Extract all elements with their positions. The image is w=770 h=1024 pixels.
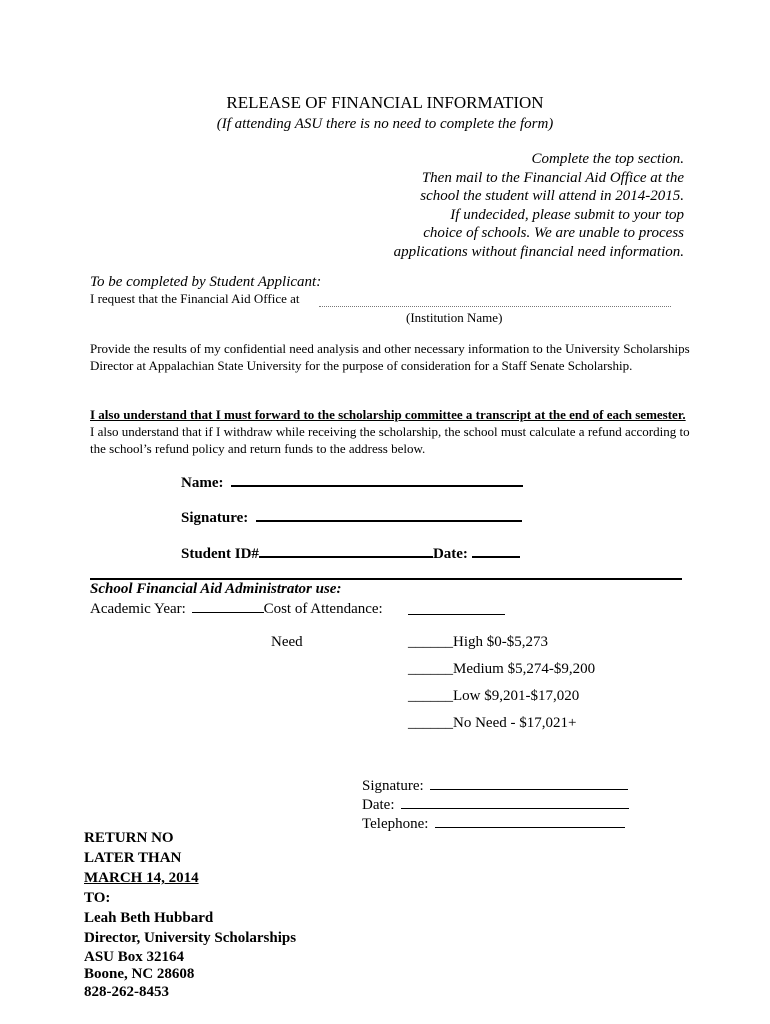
student-id-row (181, 544, 520, 563)
need-option-blank: ______ (408, 661, 453, 677)
instructions-block (354, 150, 684, 261)
request-text: I request that the Financial Aid Office at (90, 291, 300, 306)
admin-telephone-field[interactable] (435, 815, 625, 828)
instruction-line: school the student will attend in 2014-2015. (420, 188, 684, 204)
student-id-label: Student ID# (181, 546, 259, 562)
instruction-line: applications without financial need information. (393, 243, 684, 260)
need-option-label: Medium $5,274-$9,200 (453, 661, 596, 677)
admin-date-label: Date: (362, 797, 395, 813)
student-section-heading: To be completed by Student Applicant: (90, 274, 322, 290)
need-option-high[interactable] (408, 634, 548, 651)
admin-telephone-row (362, 815, 625, 833)
instruction-line: Then mail to the Financial Aid Office at the (421, 169, 684, 186)
name-field[interactable] (231, 473, 523, 487)
academic-year-label: Academic Year: (90, 601, 186, 617)
need-option-label: Low $9,201-$17,020 (453, 688, 580, 704)
return-line: RETURN NO (84, 830, 174, 846)
academic-year-field[interactable] (192, 600, 264, 613)
need-option-label: High $0-$5,273 (453, 634, 548, 650)
academic-year-row (90, 600, 383, 618)
institution-name-field[interactable] (319, 296, 671, 307)
need-option-label: No Need - $17,021+ (453, 715, 577, 731)
signature-row (181, 508, 522, 527)
need-option-blank: ______ (408, 715, 453, 731)
cost-label: Cost of Attendance: (263, 601, 383, 617)
understanding-paragraph (90, 406, 690, 457)
return-line: LATER THAN (84, 850, 182, 866)
instruction-line: choice of schools. We are unable to process (423, 225, 684, 241)
admin-telephone-label: Telephone: (362, 816, 429, 832)
admin-date-field[interactable] (401, 796, 629, 809)
admin-date-row (362, 796, 629, 814)
need-option-blank: ______ (408, 688, 453, 704)
recipient-name: Leah Beth Hubbard (84, 910, 214, 926)
recipient-phone: 828-262-8453 (84, 984, 169, 1000)
name-label: Name: (181, 475, 224, 491)
cost-field[interactable] (408, 614, 505, 615)
need-option-blank: ______ (408, 634, 453, 650)
admin-signature-label: Signature: (362, 778, 424, 794)
recipient-city: Boone, NC 28608 (84, 966, 195, 982)
transcript-requirement: I also understand that I must forward to the scholarship committee a transcript at the end of each semester. (90, 407, 686, 422)
section-divider (90, 578, 682, 580)
recipient-title: Director, University Scholarships (84, 930, 297, 946)
institution-name-label: (Institution Name) (406, 310, 503, 325)
form-subtitle: (If attending ASU there is no need to complete the form) (216, 116, 554, 132)
need-label: Need (271, 634, 303, 650)
instruction-line: If undecided, please submit to your top (450, 206, 684, 223)
student-id-field[interactable] (259, 544, 433, 558)
consent-paragraph: Provide the results of my confidential need analysis and other necessary information to the University Scholarships Director at Appalachian State University for the purpose of consideration for a Staff Senate Scholarship. (90, 341, 690, 373)
recipient-box: ASU Box 32164 (84, 949, 185, 965)
need-option-medium[interactable] (408, 661, 595, 678)
date-field[interactable] (472, 544, 520, 558)
admin-signature-row (362, 777, 628, 795)
signature-field[interactable] (256, 508, 522, 522)
date-label: Date: (432, 546, 468, 562)
name-row (181, 473, 523, 492)
refund-policy-text: I also understand that if I withdraw while receiving the scholarship, the school must calculate a refund according to the school’s refund policy and return funds to the address below. (90, 424, 690, 456)
need-option-low[interactable] (408, 688, 579, 705)
need-option-no-need[interactable] (408, 715, 576, 732)
return-line: TO: (84, 890, 111, 906)
instruction-line: Complete the top section. (531, 151, 684, 167)
admin-signature-field[interactable] (430, 777, 628, 790)
form-title: RELEASE OF FINANCIAL INFORMATION (226, 93, 544, 112)
return-deadline: MARCH 14, 2014 (84, 870, 199, 886)
admin-section-heading: School Financial Aid Administrator use: (90, 581, 342, 597)
signature-label: Signature: (181, 510, 249, 526)
